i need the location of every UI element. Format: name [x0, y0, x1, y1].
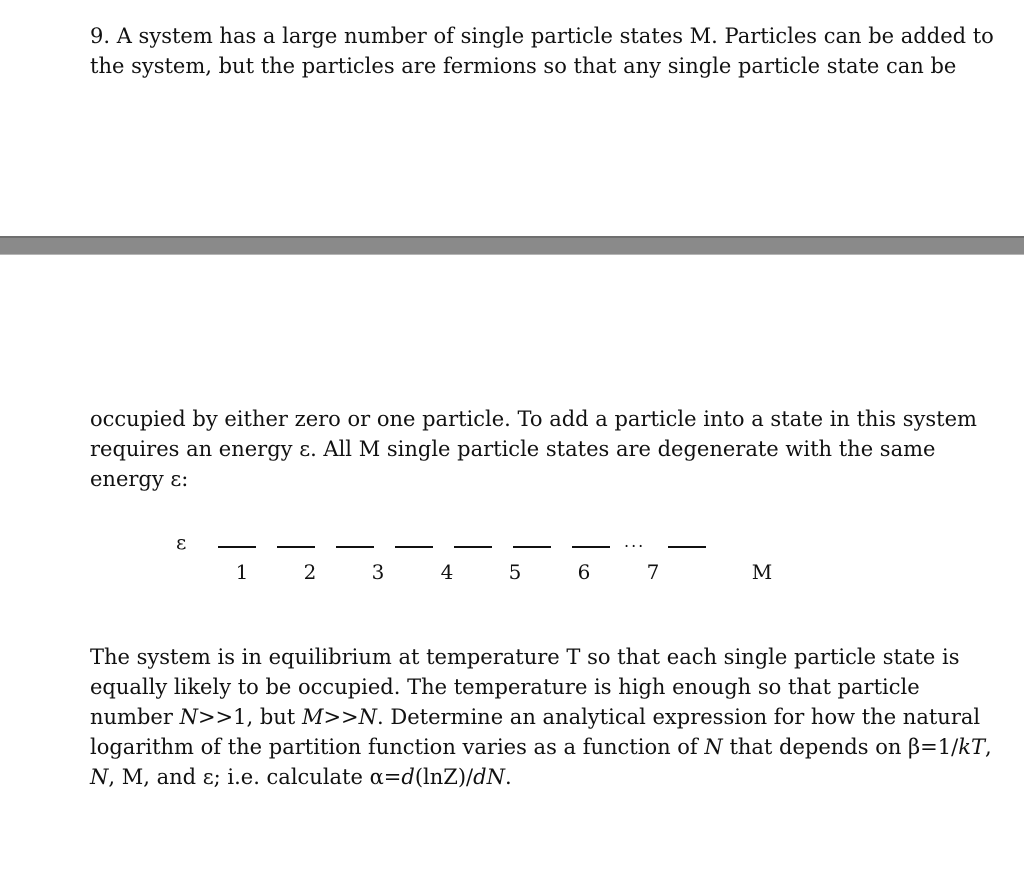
- text-run: >>: [323, 705, 359, 729]
- math-variable: M: [301, 705, 324, 729]
- math-variable: N: [179, 705, 198, 729]
- energy-level-diagram: [0, 530, 1024, 590]
- text-run: , M, and ε; i.e. calculate α=: [108, 765, 402, 789]
- state-number: 2: [303, 560, 317, 584]
- text-line: requires an energy ε. All M single particle states are degenerate with the same: [90, 437, 936, 461]
- state-number-M: M: [751, 560, 773, 584]
- energy-level-line: [454, 546, 492, 548]
- state-number: 5: [508, 560, 522, 584]
- energy-level-line: [277, 546, 315, 548]
- text-line: The system is in equilibrium at temperature T so that each single particle state is: [90, 645, 960, 669]
- text-run: that depends on β=1/: [722, 735, 959, 759]
- energy-level-line: [395, 546, 433, 548]
- question-intro: [90, 21, 994, 81]
- page-break-divider: [0, 236, 1024, 255]
- energy-label: ε: [176, 530, 187, 554]
- ellipsis: ...: [624, 532, 646, 551]
- math-variable: kT: [958, 735, 985, 759]
- state-number: 3: [371, 560, 385, 584]
- math-variable: N: [90, 765, 109, 789]
- text-line: [90, 732, 990, 762]
- text-run: ,: [984, 735, 992, 759]
- text-run: logarithm of the partition function varies as a function of: [90, 735, 705, 759]
- state-number: 7: [646, 560, 660, 584]
- math-variable: N: [358, 705, 378, 729]
- state-number: 6: [577, 560, 591, 584]
- math-variable: d: [401, 765, 415, 789]
- state-number: 4: [440, 560, 454, 584]
- text-line: energy ε:: [90, 467, 189, 491]
- text-run: >>1, but: [197, 705, 302, 729]
- energy-level-line: [572, 546, 610, 548]
- state-number: 1: [235, 560, 249, 584]
- text-line: [90, 762, 990, 792]
- text-run: (lnZ)/: [414, 765, 474, 789]
- math-variable: dN: [473, 765, 505, 789]
- question-continuation: [90, 404, 990, 494]
- text-line: equally likely to be occupied. The temperature is high enough so that particle: [90, 675, 920, 699]
- energy-level-line: [513, 546, 551, 548]
- energy-level-line: [668, 546, 706, 548]
- text-line: the system, but the particles are fermions so that any single particle state can be: [90, 54, 957, 78]
- energy-level-line: [218, 546, 256, 548]
- text-run: .: [504, 765, 512, 789]
- text-line: [90, 702, 990, 732]
- text-run: . Determine an analytical expression for how the natural: [377, 705, 981, 729]
- energy-level-line: [336, 546, 374, 548]
- math-variable: N: [704, 735, 723, 759]
- text-run: number: [90, 705, 180, 729]
- question-task: [90, 642, 990, 792]
- text-line: occupied by either zero or one particle. To add a particle into a state in this system: [90, 407, 977, 431]
- text-line: 9. A system has a large number of single particle states M. Particles can be added to: [90, 24, 994, 48]
